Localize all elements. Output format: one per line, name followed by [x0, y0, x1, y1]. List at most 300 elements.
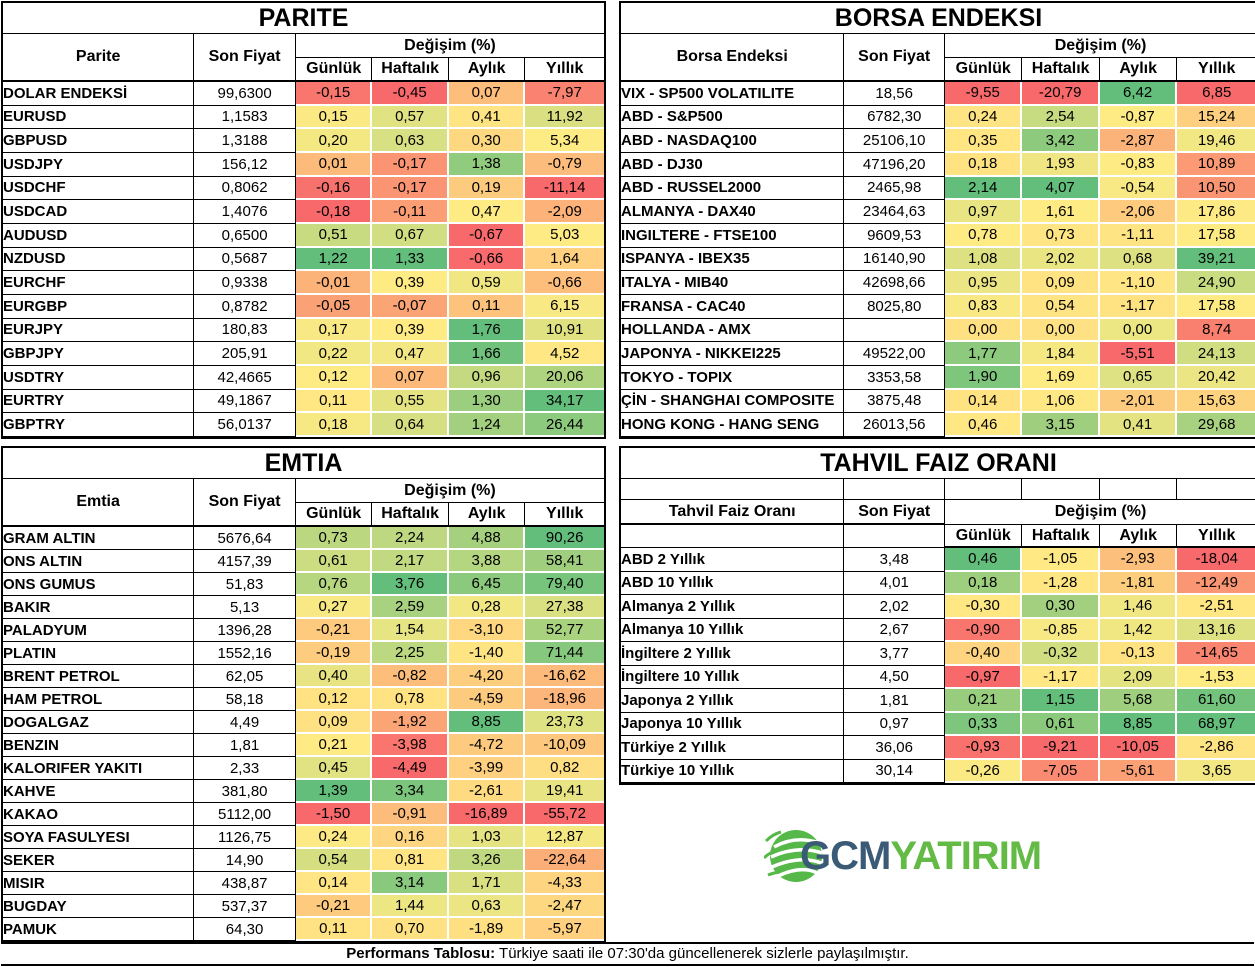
table-row: [621, 390, 1255, 414]
change-cell: 0,16: [372, 826, 449, 849]
table-row: [621, 572, 1255, 596]
last-price: 5112,00: [194, 803, 296, 826]
change-cell: 0,40: [296, 665, 373, 688]
emtia-table: [1, 446, 606, 943]
last-price: 99,6300: [194, 82, 296, 106]
change-cell: 1,38: [449, 153, 526, 177]
change-column-header: Değişim (%): [945, 500, 1255, 525]
change-cell: 10,50: [1177, 177, 1255, 201]
table-row: [3, 153, 604, 177]
last-price: 180,83: [194, 319, 296, 343]
change-cell: 0,12: [296, 688, 373, 711]
change-cell: 8,85: [449, 711, 526, 734]
last-price: 156,12: [194, 153, 296, 177]
last-price: 56,0137: [194, 413, 296, 437]
change-cell: 6,15: [525, 295, 604, 319]
change-cell: -0,13: [1100, 642, 1177, 666]
table-row: [3, 803, 604, 826]
table-row: [3, 129, 604, 153]
last-price: 51,83: [194, 573, 296, 596]
change-cell: 2,25: [372, 642, 449, 665]
logo-text-yatirim: YATIRIM: [890, 834, 1042, 878]
period-header: Yıllık: [525, 58, 604, 82]
change-cell: 0,73: [1022, 224, 1099, 248]
change-cell: 0,63: [372, 129, 449, 153]
last-price: 537,37: [194, 895, 296, 918]
table-title: TAHVIL FAIZ ORANI: [621, 448, 1255, 479]
instrument-name: PLATIN: [3, 642, 194, 665]
last-price: 4,49: [194, 711, 296, 734]
change-cell: 0,09: [1022, 271, 1099, 295]
instrument-name: FRANSA - CAC40: [621, 295, 844, 319]
table-title: BORSA ENDEKSI: [621, 3, 1255, 34]
change-cell: -9,55: [945, 82, 1022, 106]
last-price: 42,4665: [194, 366, 296, 390]
change-cell: 1,03: [449, 826, 526, 849]
change-cell: 5,03: [525, 224, 604, 248]
last-price: 49,1867: [194, 390, 296, 414]
table-row: [3, 619, 604, 642]
table-row: [3, 106, 604, 130]
last-price: 0,97: [844, 713, 945, 737]
name-column-header: Tahvil Faiz Oranı: [621, 500, 844, 525]
last-price: 8025,80: [844, 295, 945, 319]
change-cell: -18,04: [1177, 548, 1255, 572]
table-row: [3, 224, 604, 248]
change-cell: -12,49: [1177, 572, 1255, 596]
gcm-yatirim-logo: [764, 824, 1041, 888]
change-cell: 6,45: [449, 573, 526, 596]
change-cell: 15,63: [1177, 390, 1255, 414]
change-cell: -0,17: [372, 153, 449, 177]
borsa-grid: [621, 3, 1255, 437]
change-cell: 1,54: [372, 619, 449, 642]
change-cell: 0,24: [296, 826, 373, 849]
change-cell: -1,17: [1100, 295, 1177, 319]
change-cell: 0,81: [372, 849, 449, 872]
change-column-header: Değişim (%): [945, 34, 1255, 58]
last-price: 1552,16: [194, 642, 296, 665]
table-row: [621, 177, 1255, 201]
change-cell: 1,66: [449, 342, 526, 366]
table-row: [621, 413, 1255, 437]
table-row: [621, 548, 1255, 572]
change-cell: 2,17: [372, 550, 449, 573]
instrument-name: PAMUK: [3, 918, 194, 941]
change-cell: 3,65: [1177, 760, 1255, 784]
change-cell: -0,01: [296, 271, 373, 295]
last-price: 205,91: [194, 342, 296, 366]
period-header: Haftalık: [1022, 525, 1099, 548]
instrument-name: GBPTRY: [3, 413, 194, 437]
table-row: [3, 527, 604, 550]
change-cell: 34,17: [525, 390, 604, 414]
change-cell: 29,68: [1177, 413, 1255, 437]
instrument-name: NZDUSD: [3, 248, 194, 272]
table-row: [621, 366, 1255, 390]
table-row: [3, 734, 604, 757]
change-cell: 0,18: [296, 413, 373, 437]
table-row: [3, 177, 604, 201]
table-row: [621, 619, 1255, 643]
change-cell: 6,85: [1177, 82, 1255, 106]
change-cell: 17,86: [1177, 200, 1255, 224]
change-cell: 1,64: [525, 248, 604, 272]
table-row: [621, 760, 1255, 784]
last-price: 2,67: [844, 619, 945, 643]
change-cell: 0,63: [449, 895, 526, 918]
change-cell: -22,64: [525, 849, 604, 872]
table-title: PARITE: [3, 3, 604, 34]
instrument-name: ISPANYA - IBEX35: [621, 248, 844, 272]
instrument-name: Türkiye 2 Yıllık: [621, 736, 844, 760]
change-cell: 0,35: [945, 129, 1022, 153]
change-cell: -0,40: [945, 642, 1022, 666]
change-cell: 8,74: [1177, 319, 1255, 343]
last-price: 0,8782: [194, 295, 296, 319]
change-cell: 10,91: [525, 319, 604, 343]
table-row: [621, 595, 1255, 619]
change-cell: -1,89: [449, 918, 526, 941]
change-cell: 20,06: [525, 366, 604, 390]
period-header: Yıllık: [525, 503, 604, 527]
change-cell: -2,87: [1100, 129, 1177, 153]
change-cell: -2,47: [525, 895, 604, 918]
table-title: EMTIA: [3, 448, 604, 479]
last-price: 5676,64: [194, 527, 296, 550]
table-row: [3, 596, 604, 619]
change-cell: 0,54: [1022, 295, 1099, 319]
last-price: 1,4076: [194, 200, 296, 224]
change-cell: 71,44: [525, 642, 604, 665]
period-header: Yıllık: [1177, 58, 1255, 82]
last-price: 3875,48: [844, 390, 945, 414]
footer-label: Performans Tablosu:: [346, 945, 496, 962]
change-cell: -0,85: [1022, 619, 1099, 643]
change-cell: 90,26: [525, 527, 604, 550]
last-price: 1,1583: [194, 106, 296, 130]
last-price: 18,56: [844, 82, 945, 106]
change-cell: -1,17: [1022, 666, 1099, 690]
change-cell: 0,61: [296, 550, 373, 573]
last-price: 42698,66: [844, 271, 945, 295]
change-cell: 0,14: [945, 390, 1022, 414]
change-cell: 0,47: [372, 342, 449, 366]
change-cell: 1,15: [1022, 689, 1099, 713]
blank-cell: [1177, 479, 1255, 500]
change-cell: 0,07: [449, 82, 526, 106]
change-cell: 58,41: [525, 550, 604, 573]
instrument-name: ABD - S&P500: [621, 106, 844, 130]
instrument-name: Almanya 10 Yıllık: [621, 619, 844, 643]
period-header: Günlük: [296, 58, 373, 82]
table-row: [3, 688, 604, 711]
last-price: 2465,98: [844, 177, 945, 201]
last-price: 30,14: [844, 760, 945, 784]
table-row: [3, 757, 604, 780]
table-row: [3, 895, 604, 918]
change-cell: -7,05: [1022, 760, 1099, 784]
change-cell: 0,41: [449, 106, 526, 130]
change-cell: 0,47: [449, 200, 526, 224]
change-column-header: Değişim (%): [296, 479, 604, 503]
footer-note: [1, 942, 1254, 966]
change-cell: -0,21: [296, 619, 373, 642]
table-row: [621, 106, 1255, 130]
table-row: [3, 319, 604, 343]
change-cell: 0,30: [1022, 595, 1099, 619]
table-row: [621, 200, 1255, 224]
last-price: 36,06: [844, 736, 945, 760]
change-cell: 3,14: [372, 872, 449, 895]
change-cell: 0,18: [945, 572, 1022, 596]
last-price: 49522,00: [844, 342, 945, 366]
change-cell: 2,09: [1100, 666, 1177, 690]
change-cell: -5,61: [1100, 760, 1177, 784]
instrument-name: GRAM ALTIN: [3, 527, 194, 550]
change-cell: -1,81: [1100, 572, 1177, 596]
change-cell: 1,33: [372, 248, 449, 272]
change-cell: -0,19: [296, 642, 373, 665]
instrument-name: ABD 2 Yıllık: [621, 548, 844, 572]
change-cell: 52,77: [525, 619, 604, 642]
change-cell: 0,76: [296, 573, 373, 596]
blank-cell: [844, 479, 945, 500]
instrument-name: SOYA FASULYESI: [3, 826, 194, 849]
change-cell: -4,20: [449, 665, 526, 688]
change-cell: 17,58: [1177, 224, 1255, 248]
change-cell: -1,50: [296, 803, 373, 826]
change-cell: -18,96: [525, 688, 604, 711]
table-row: [621, 224, 1255, 248]
table-row: [3, 271, 604, 295]
change-cell: 0,83: [945, 295, 1022, 319]
table-row: [621, 248, 1255, 272]
instrument-name: HONG KONG - HANG SENG: [621, 413, 844, 437]
change-cell: 3,42: [1022, 129, 1099, 153]
change-cell: 0,28: [449, 596, 526, 619]
change-cell: -0,18: [296, 200, 373, 224]
instrument-name: KAKAO: [3, 803, 194, 826]
instrument-name: ABD - DJ30: [621, 153, 844, 177]
table-row: [3, 780, 604, 803]
table-row: [3, 550, 604, 573]
logo-text-gcm: GCM: [800, 834, 891, 878]
last-price: 438,87: [194, 872, 296, 895]
change-cell: 0,07: [372, 366, 449, 390]
change-cell: 0,95: [945, 271, 1022, 295]
change-cell: 0,39: [372, 319, 449, 343]
instrument-name: BUGDAY: [3, 895, 194, 918]
name-column-header: Emtia: [3, 479, 194, 527]
table-row: [3, 248, 604, 272]
change-cell: -16,62: [525, 665, 604, 688]
instrument-name: EURGBP: [3, 295, 194, 319]
change-cell: 27,38: [525, 596, 604, 619]
table-row: [621, 295, 1255, 319]
change-cell: -0,21: [296, 895, 373, 918]
change-cell: 5,68: [1100, 689, 1177, 713]
change-cell: 0,00: [945, 319, 1022, 343]
change-cell: -5,51: [1100, 342, 1177, 366]
instrument-name: ONS GUMUS: [3, 573, 194, 596]
instrument-name: KAHVE: [3, 780, 194, 803]
change-cell: 1,90: [945, 366, 1022, 390]
instrument-name: USDCAD: [3, 200, 194, 224]
last-price: 64,30: [194, 918, 296, 941]
change-cell: 23,73: [525, 711, 604, 734]
instrument-name: VIX - SP500 VOLATILITE: [621, 82, 844, 106]
instrument-name: Japonya 10 Yıllık: [621, 713, 844, 737]
instrument-name: Japonya 2 Yıllık: [621, 689, 844, 713]
change-cell: 12,87: [525, 826, 604, 849]
table-row: [3, 200, 604, 224]
change-cell: 1,44: [372, 895, 449, 918]
period-header: Aylık: [449, 503, 526, 527]
change-cell: -2,06: [1100, 200, 1177, 224]
table-row: [3, 82, 604, 106]
last-price: 3,77: [844, 642, 945, 666]
change-cell: 2,02: [1022, 248, 1099, 272]
instrument-name: İngiltere 10 Yıllık: [621, 666, 844, 690]
instrument-name: EURUSD: [3, 106, 194, 130]
change-cell: 0,70: [372, 918, 449, 941]
table-row: [3, 826, 604, 849]
blank-cell: [1022, 479, 1099, 500]
last-price: 6782,30: [844, 106, 945, 130]
instrument-name: ABD - RUSSEL2000: [621, 177, 844, 201]
instrument-name: ABD 10 Yıllık: [621, 572, 844, 596]
instrument-name: DOLAR ENDEKSİ: [3, 82, 194, 106]
change-cell: 0,24: [945, 106, 1022, 130]
change-cell: -0,11: [372, 200, 449, 224]
parite-table: [1, 1, 606, 439]
period-header: Yıllık: [1177, 525, 1255, 548]
change-cell: 0,22: [296, 342, 373, 366]
change-cell: 17,58: [1177, 295, 1255, 319]
change-cell: 0,78: [945, 224, 1022, 248]
instrument-name: SEKER: [3, 849, 194, 872]
change-cell: -55,72: [525, 803, 604, 826]
instrument-name: ÇİN - SHANGHAI COMPOSITE: [621, 390, 844, 414]
change-cell: -1,53: [1177, 666, 1255, 690]
change-cell: -4,72: [449, 734, 526, 757]
change-cell: 1,42: [1100, 619, 1177, 643]
table-row: [621, 129, 1255, 153]
change-cell: -3,99: [449, 757, 526, 780]
change-cell: 3,88: [449, 550, 526, 573]
change-cell: -1,11: [1100, 224, 1177, 248]
change-cell: 0,09: [296, 711, 373, 734]
change-cell: 3,76: [372, 573, 449, 596]
change-cell: -1,40: [449, 642, 526, 665]
price-column-header: Son Fiyat: [194, 479, 296, 527]
change-cell: 0,11: [296, 918, 373, 941]
blank-cell: [945, 479, 1022, 500]
table-row: [621, 319, 1255, 343]
change-cell: 1,22: [296, 248, 373, 272]
instrument-name: EURJPY: [3, 319, 194, 343]
change-cell: 1,71: [449, 872, 526, 895]
instrument-name: JAPONYA - NIKKEI225: [621, 342, 844, 366]
change-cell: 0,67: [372, 224, 449, 248]
change-cell: 0,54: [296, 849, 373, 872]
price-column-header: Son Fiyat: [194, 34, 296, 82]
change-cell: 10,89: [1177, 153, 1255, 177]
change-cell: 0,39: [372, 271, 449, 295]
change-cell: -0,67: [449, 224, 526, 248]
change-cell: 0,15: [296, 106, 373, 130]
change-cell: 1,30: [449, 390, 526, 414]
change-cell: 0,14: [296, 872, 373, 895]
last-price: 16140,90: [844, 248, 945, 272]
table-row: [621, 271, 1255, 295]
period-header: Aylık: [1100, 525, 1177, 548]
change-cell: 24,13: [1177, 342, 1255, 366]
change-cell: 0,51: [296, 224, 373, 248]
blank-cell: [1100, 479, 1177, 500]
last-price: 47196,20: [844, 153, 945, 177]
instrument-name: BAKIR: [3, 596, 194, 619]
change-cell: 0,59: [449, 271, 526, 295]
last-price: 0,9338: [194, 271, 296, 295]
last-price: 0,8062: [194, 177, 296, 201]
change-cell: 19,41: [525, 780, 604, 803]
change-cell: 0,45: [296, 757, 373, 780]
last-price: 4157,39: [194, 550, 296, 573]
instrument-name: HAM PETROL: [3, 688, 194, 711]
last-price: 4,01: [844, 572, 945, 596]
last-price: 3353,58: [844, 366, 945, 390]
last-price: 381,80: [194, 780, 296, 803]
change-cell: -10,09: [525, 734, 604, 757]
instrument-name: Almanya 2 Yıllık: [621, 595, 844, 619]
change-cell: 0,61: [1022, 713, 1099, 737]
last-price: 1,3188: [194, 129, 296, 153]
instrument-name: Türkiye 10 Yıllık: [621, 760, 844, 784]
change-cell: -0,97: [945, 666, 1022, 690]
change-cell: 11,92: [525, 106, 604, 130]
change-cell: 1,24: [449, 413, 526, 437]
change-cell: 26,44: [525, 413, 604, 437]
change-cell: 0,68: [1100, 248, 1177, 272]
change-cell: 1,77: [945, 342, 1022, 366]
table-row: [3, 642, 604, 665]
change-cell: 0,46: [945, 548, 1022, 572]
change-cell: 19,46: [1177, 129, 1255, 153]
change-cell: 0,57: [372, 106, 449, 130]
change-cell: 0,46: [945, 413, 1022, 437]
table-row: [621, 736, 1255, 760]
instrument-name: PALADYUM: [3, 619, 194, 642]
period-header: Aylık: [1100, 58, 1177, 82]
change-cell: 1,08: [945, 248, 1022, 272]
last-price: 26013,56: [844, 413, 945, 437]
last-price: 2,02: [844, 595, 945, 619]
instrument-name: ABD - NASDAQ100: [621, 129, 844, 153]
instrument-name: KALORIFER YAKITI: [3, 757, 194, 780]
change-cell: 0,00: [1100, 319, 1177, 343]
change-cell: -0,87: [1100, 106, 1177, 130]
change-cell: -0,54: [1100, 177, 1177, 201]
change-cell: -3,10: [449, 619, 526, 642]
instrument-name: USDTRY: [3, 366, 194, 390]
table-row: [3, 390, 604, 414]
change-column-header: Değişim (%): [296, 34, 604, 58]
change-cell: 0,00: [1022, 319, 1099, 343]
last-price: [844, 319, 945, 343]
change-cell: 0,21: [296, 734, 373, 757]
